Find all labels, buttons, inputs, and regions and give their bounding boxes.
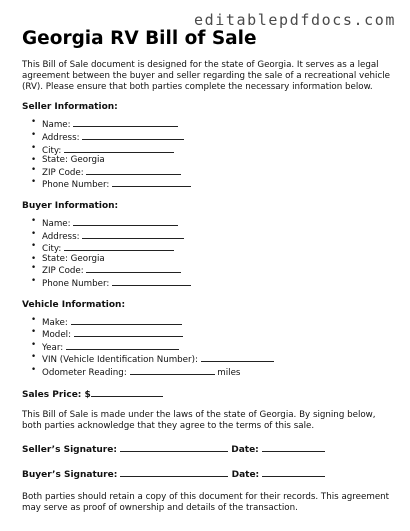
field-label: Model: [42, 330, 72, 341]
field-label: Address: [42, 231, 80, 242]
field-label: State: Georgia [42, 253, 105, 264]
sales-price-field[interactable] [91, 388, 163, 397]
page-title: Georgia RV Bill of Sale [22, 28, 257, 49]
vehicle-vin-field[interactable] [201, 353, 274, 362]
vehicle-fields [22, 316, 394, 379]
law-paragraph: This Bill of Sale is made under the laws of the state of Georgia. By signing below, both parties acknowledge that they agree to the terms of this sale. [22, 410, 376, 432]
field-label: Odometer Reading: [42, 367, 127, 378]
buyer-name-field[interactable] [73, 217, 178, 226]
buyer-phone-field[interactable] [112, 277, 191, 286]
buyer-zip-field[interactable] [86, 264, 181, 273]
seller-phone-item [42, 178, 394, 191]
seller-heading: Seller Information: [22, 102, 118, 113]
seller-phone-field[interactable] [112, 178, 191, 187]
currency-symbol: $ [84, 390, 91, 401]
vehicle-model-field[interactable] [74, 328, 183, 337]
buyer-address-field[interactable] [82, 230, 184, 239]
field-label: Phone Number: [42, 180, 110, 191]
buyer-date-label: Date: [231, 470, 260, 481]
seller-zip-field[interactable] [86, 166, 181, 175]
field-label: ZIP Code: [42, 266, 84, 277]
field-label: Phone Number: [42, 278, 110, 289]
buyer-date-field[interactable] [262, 468, 325, 477]
buyer-signature-field[interactable] [120, 468, 228, 477]
field-label: VIN (Vehicle Identification Number): [42, 355, 198, 366]
vehicle-year-field[interactable] [66, 341, 179, 350]
sales-price-label: Sales Price: [22, 390, 82, 401]
field-label: Name: [42, 218, 71, 229]
vehicle-model-item [42, 328, 394, 341]
seller-fields [22, 118, 394, 191]
vehicle-vin-item [42, 353, 394, 366]
buyer-fields [22, 217, 394, 290]
seller-signature-field[interactable] [120, 443, 228, 452]
buyer-phone-item [42, 277, 394, 290]
vehicle-year-item [42, 341, 394, 354]
vehicle-make-field[interactable] [71, 316, 182, 325]
miles-unit: miles [217, 367, 241, 378]
field-label: Year: [42, 342, 64, 353]
field-label: Name: [42, 120, 71, 131]
seller-signature-row [22, 443, 394, 456]
field-label: Address: [42, 132, 80, 143]
seller-name-item [42, 118, 394, 131]
document-page [22, 28, 394, 514]
seller-zip-item [42, 166, 394, 179]
sales-price-row [22, 388, 394, 401]
buyer-signature-label: Buyer’s Signature: [22, 470, 118, 481]
seller-state-item [42, 156, 394, 166]
field-label: City: [42, 145, 62, 156]
seller-city-field[interactable] [64, 144, 174, 153]
vehicle-odometer-item [42, 366, 394, 379]
closing-paragraph: Both parties should retain a copy of this document for their records. This agreement may serve as proof of ownership and details of the transaction. [22, 492, 390, 513]
watermark: editablepdfdocs.com [194, 11, 396, 29]
seller-address-field[interactable] [82, 131, 184, 140]
buyer-state-item [42, 255, 394, 265]
seller-date-label: Date: [231, 445, 259, 456]
vehicle-heading: Vehicle Information: [22, 299, 126, 310]
buyer-heading: Buyer Information: [22, 200, 119, 211]
buyer-zip-item [42, 264, 394, 277]
seller-date-field[interactable] [262, 443, 325, 452]
seller-signature-label: Seller’s Signature: [22, 445, 117, 456]
field-label: City: [42, 244, 62, 255]
buyer-name-item [42, 217, 394, 230]
vehicle-odometer-field[interactable] [130, 366, 215, 375]
seller-name-field[interactable] [73, 118, 178, 127]
intro-paragraph: This Bill of Sale document is designed for the state of Georgia. It serves as a legal agreement between the buyer and seller regarding the sale of a recreational vehicle (RV). Please ensure that both parties complete the necessary information below. [22, 60, 390, 92]
buyer-city-field[interactable] [64, 242, 174, 251]
buyer-address-item [42, 230, 394, 243]
seller-address-item [42, 131, 394, 144]
field-label: State: Georgia [42, 155, 105, 166]
buyer-signature-row [22, 468, 394, 481]
field-label: ZIP Code: [42, 167, 84, 178]
vehicle-make-item [42, 316, 394, 329]
field-label: Make: [42, 317, 68, 328]
